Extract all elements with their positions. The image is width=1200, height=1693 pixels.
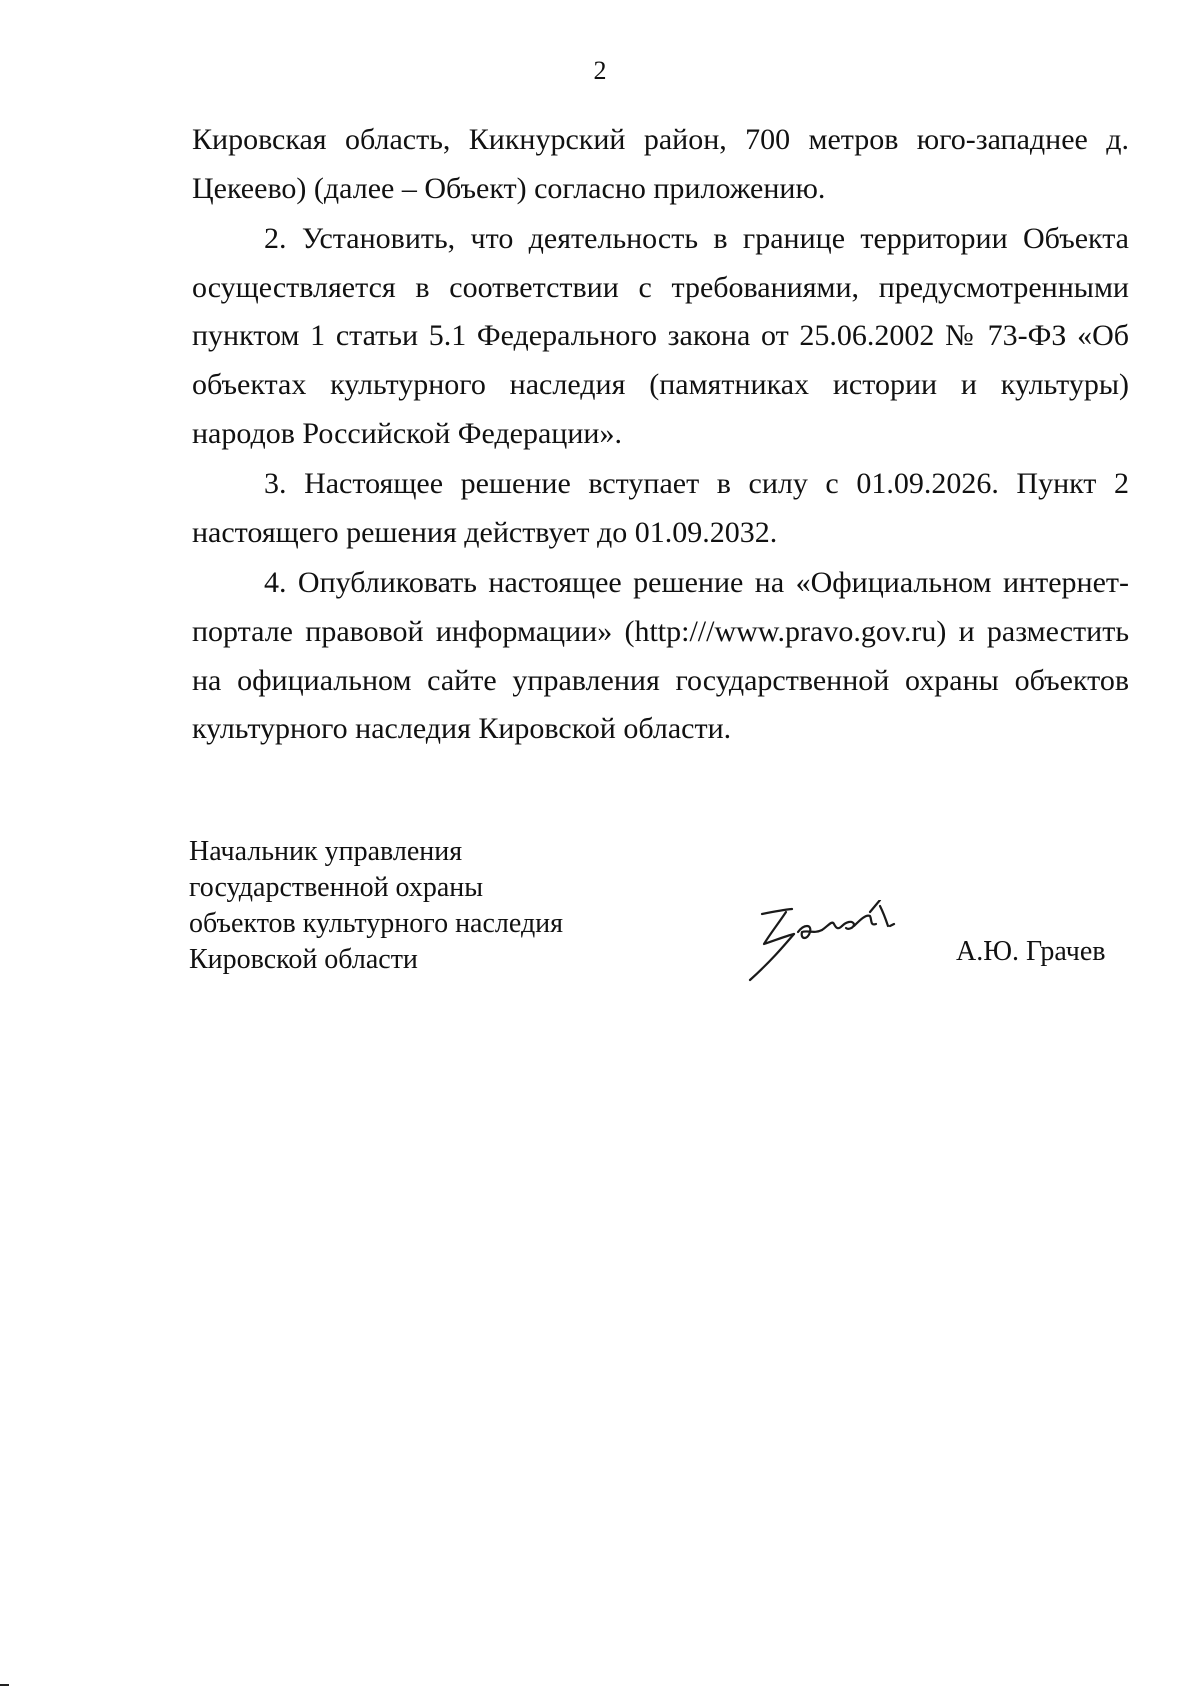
document-body <box>192 116 1129 754</box>
signatory-title-line: государственной охраны <box>189 872 484 903</box>
signatory-title-line: Кировской области <box>189 944 418 975</box>
page-number: 2 <box>593 56 607 85</box>
paragraph-4: 4. Опубликовать настоящее решение на «Официальном интернет-портале правовой информации» (http:///www.pravo.gov.ru) и разместить на официальном сайте управления государственной охраны объектов культурного наследия Кировской области. <box>192 566 1129 746</box>
handwritten-signature <box>742 900 912 990</box>
signatory-title-line: объектов культурного наследия <box>189 908 564 939</box>
paragraph-3: 3. Настоящее решение вступает в силу с 01.09.2026. Пункт 2 настоящего решения действует до 01.09.2032. <box>192 467 1129 549</box>
signer-name: А.Ю. Грачев <box>956 936 1106 967</box>
paragraph-2: 2. Установить, что деятельность в границе территории Объекта осуществляется в соответствии с требованиями, предусмотренными пунктом 1 статьи 5.1 Федерального закона от 25.06.2002 № 73-ФЗ «Об объектах культурного наследия (памятниках истории и культуры) народов Российской Федерации». <box>192 222 1129 450</box>
scan-edge-mark <box>0 1684 9 1686</box>
signatory-title <box>189 834 563 978</box>
paragraph-1: Кировская область, Кикнурский район, 700 метров юго-западнее д. Цекеево) (далее – Объект) согласно приложению. <box>192 123 1129 205</box>
signatory-title-line: Начальник управления <box>189 836 463 867</box>
